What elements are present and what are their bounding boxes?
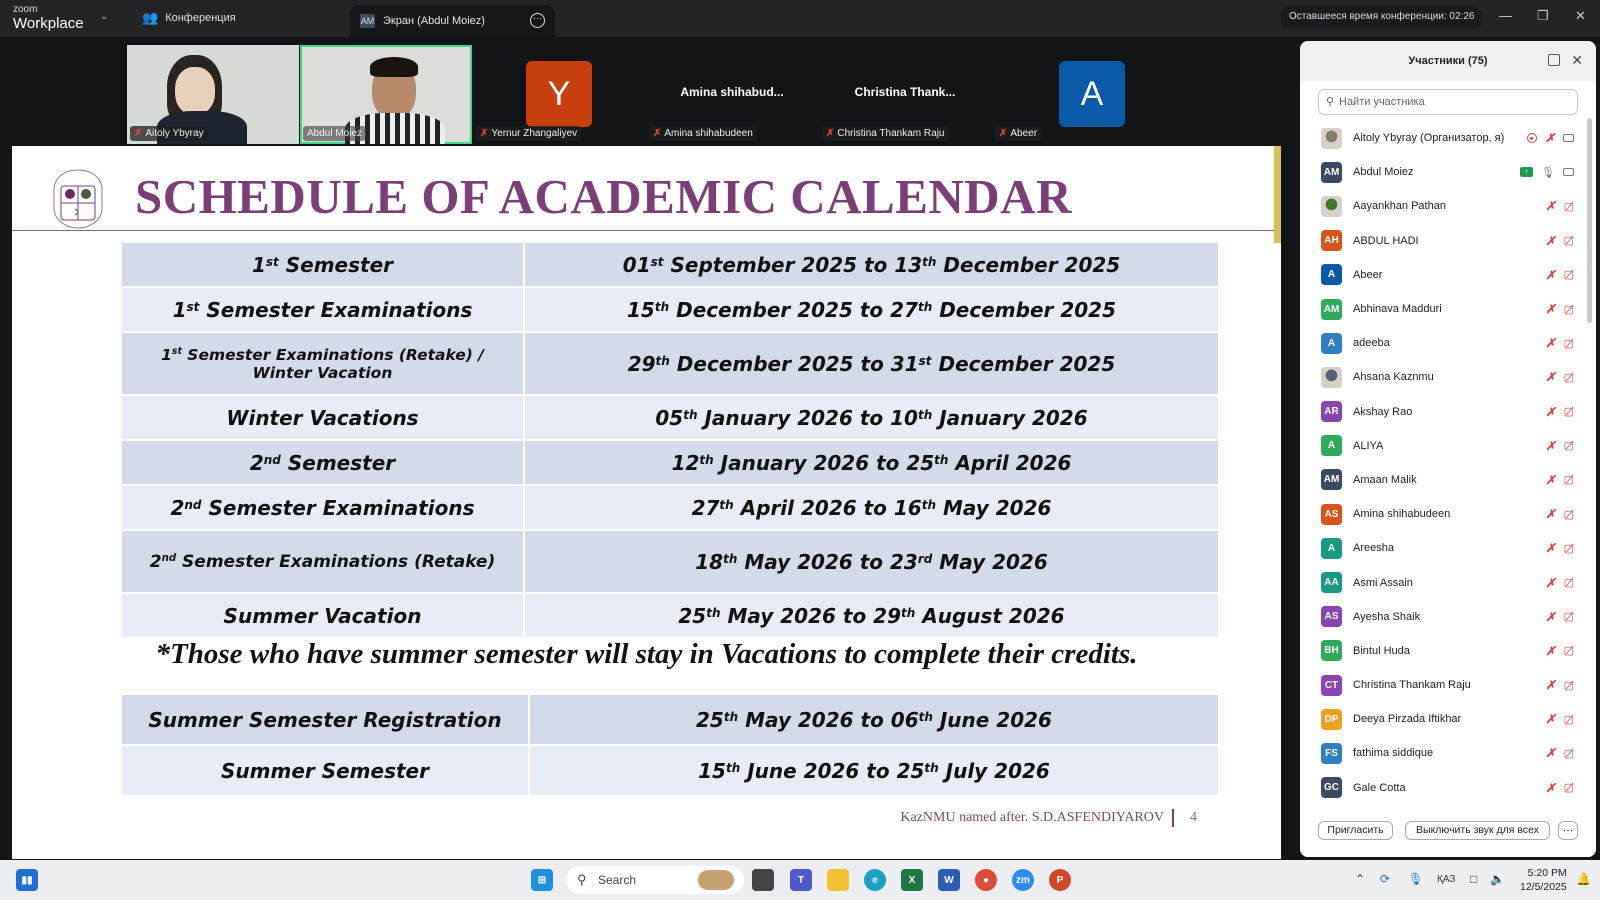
slide-accent-bar	[1274, 146, 1281, 243]
participant-list	[1300, 121, 1596, 805]
participant-status-icons	[1546, 199, 1574, 213]
participant-avatar: GC	[1321, 777, 1342, 798]
participant-row[interactable]	[1300, 224, 1596, 258]
keyboard-language[interactable]: ҚАЗ	[1437, 874, 1456, 885]
participant-avatar: AM	[1321, 162, 1342, 183]
participant-name: Abdul Moiez	[1353, 166, 1414, 179]
tab-screen-share[interactable]	[350, 5, 555, 37]
mic-muted-icon[interactable]: ✗	[1545, 302, 1556, 317]
participant-avatar: AA	[1321, 572, 1342, 593]
participant-status-icons	[1546, 541, 1574, 555]
participant-status-icons	[1546, 576, 1574, 590]
participant-status-icons	[1546, 370, 1574, 384]
volume-icon[interactable]: 🔈	[1490, 872, 1505, 886]
participant-avatar: AM	[1321, 469, 1342, 490]
participant-avatar: A	[1321, 264, 1342, 285]
participant-status-icons	[1546, 473, 1574, 487]
mic-muted-icon[interactable]: ✗	[1544, 131, 1555, 146]
participant-row[interactable]	[1300, 497, 1596, 531]
tile-name: Abeer	[1010, 128, 1038, 139]
search-icon: ⚲	[577, 872, 587, 887]
tab-meeting-label: Конференция	[165, 12, 236, 24]
participants-header	[1300, 41, 1596, 81]
mic-muted-icon[interactable]: ✗	[1545, 746, 1556, 761]
schedule-event: Summer Semester	[122, 746, 530, 797]
schedule-dates: 12th January 2026 to 25th April 2026	[525, 441, 1218, 486]
schedule-dates: 29th December 2025 to 31st December 2025	[525, 333, 1218, 396]
mic-muted-icon[interactable]: ✗	[1545, 780, 1556, 795]
brand-small: zoom	[13, 4, 38, 15]
camera-off-icon[interactable]: ▢̸	[1563, 200, 1574, 213]
search-highlight-icon	[698, 870, 734, 890]
participant-row[interactable]	[1300, 668, 1596, 702]
camera-off-icon[interactable]: ▢̸	[1563, 371, 1574, 384]
schedule-row	[122, 594, 1218, 639]
participant-status-icons	[1546, 781, 1574, 795]
avatar: Y	[526, 61, 592, 127]
participant-name: Areesha	[1353, 542, 1394, 555]
participant-avatar: AH	[1321, 230, 1342, 251]
slide-title: SCHEDULE OF ACADEMIC CALENDAR	[135, 169, 1072, 224]
minimize-icon[interactable]: —	[1499, 8, 1512, 23]
participant-status-icons	[1546, 268, 1574, 282]
tile-name-tag	[822, 126, 948, 141]
brand-big: Workplace	[13, 15, 84, 32]
participant-row[interactable]	[1300, 565, 1596, 599]
avatar-tile[interactable]	[473, 45, 645, 144]
participants-panel	[1300, 41, 1596, 857]
participant-avatar: AS	[1321, 606, 1342, 627]
participant-avatar: AR	[1321, 401, 1342, 422]
camera-off-icon[interactable]: ▢̸	[1563, 303, 1574, 316]
participant-row[interactable]	[1300, 463, 1596, 497]
schedule-row	[122, 441, 1218, 486]
participant-search-input[interactable]	[1318, 89, 1578, 115]
participant-name: Christina Thankam Raju	[1353, 679, 1471, 692]
footer-text: KazNMU named after. S.D.ASFENDIYAROV	[900, 810, 1164, 825]
participant-row[interactable]	[1300, 531, 1596, 565]
participant-hair	[370, 57, 418, 77]
camera-off-icon[interactable]: ▢̸	[1563, 782, 1574, 795]
participant-row[interactable]	[1300, 600, 1596, 634]
participant-row[interactable]	[1300, 702, 1596, 736]
zoom-logo[interactable]	[13, 5, 84, 31]
clock[interactable]	[1520, 866, 1567, 894]
participant-status-icons	[1546, 746, 1574, 760]
mic-muted-icon[interactable]: ✗	[1545, 507, 1556, 522]
participant-row[interactable]	[1300, 258, 1596, 292]
shared-slide	[12, 146, 1281, 859]
mic-muted-icon: ✗	[480, 128, 489, 139]
chevron-up-icon[interactable]: ⌃	[1355, 872, 1366, 886]
tile-name: Abdul Moiez	[307, 128, 363, 139]
participant-name: Abeer	[1353, 268, 1383, 281]
schedule-event: Summer Vacation	[122, 594, 525, 639]
camera-off-icon[interactable]: ▢̸	[1563, 713, 1574, 726]
camera-off-icon[interactable]: ▢̸	[1563, 577, 1574, 590]
camera-off-icon[interactable]: ▢̸	[1563, 747, 1574, 760]
participant-name: Abhinava Madduri	[1353, 303, 1442, 316]
participant-status-icons	[1546, 302, 1574, 316]
participant-name: Ahsana Kaznmu	[1353, 371, 1434, 384]
camera-off-icon[interactable]: ▢̸	[1563, 542, 1574, 555]
participant-avatar: AM	[1321, 299, 1342, 320]
sync-icon[interactable]: ⟳	[1380, 872, 1391, 886]
video-tile-active-speaker[interactable]	[300, 45, 472, 144]
schedule-event: 1st Semester Examinations (Retake) / Winter Vacation	[122, 333, 525, 396]
participant-row[interactable]	[1300, 736, 1596, 770]
avatar: A	[1059, 61, 1125, 127]
tile-name-tag	[476, 126, 581, 141]
search-placeholder: Найти участника	[1339, 96, 1425, 108]
participant-name: Ayesha Shaik	[1353, 610, 1421, 623]
title-bar	[0, 0, 1600, 37]
mute-all-button[interactable]: Выключить звук для всех	[1405, 821, 1550, 840]
participant-status-icons	[1546, 678, 1574, 692]
mic-muted-icon[interactable]: ✗	[1545, 336, 1556, 351]
participant-row[interactable]	[1300, 395, 1596, 429]
tile-display-name: Christina Thank...	[854, 85, 956, 99]
schedule-table	[122, 243, 1218, 639]
camera-off-icon[interactable]: ▢̸	[1563, 474, 1574, 487]
microphone-icon[interactable]: 🎙	[1408, 872, 1424, 886]
windows-taskbar	[0, 860, 1600, 900]
tile-name-tag	[995, 126, 1041, 141]
close-icon[interactable]: ✕	[1571, 52, 1583, 68]
restore-icon[interactable]: ❐	[1537, 8, 1549, 23]
participant-status-icons	[1546, 439, 1574, 453]
participant-avatar	[1321, 128, 1342, 149]
word-icon[interactable]: W	[938, 869, 960, 891]
mic-muted-icon[interactable]: ✗	[1545, 643, 1556, 658]
invite-button[interactable]: Пригласить	[1318, 821, 1393, 840]
schedule-event: Winter Vacations	[122, 396, 525, 441]
participant-avatar: FS	[1321, 743, 1342, 764]
participant-row[interactable]	[1300, 189, 1596, 223]
tab-screen-share-label: Экран (Abdul Moiez)	[383, 15, 485, 27]
summer-note: *Those who have summer semester will stay in Vacations to complete their credits.	[155, 638, 1138, 670]
taskbar-search[interactable]	[566, 866, 744, 894]
schedule-event: 2nd Semester Examinations	[122, 486, 525, 531]
camera-off-icon[interactable]: ▢̸	[1563, 679, 1574, 692]
participant-status-icons	[1527, 131, 1574, 145]
participant-name: ALIYA	[1353, 439, 1384, 452]
participant-name: Akshay Rao	[1353, 405, 1413, 418]
participant-status-icons	[1546, 234, 1574, 248]
participant-status-icons	[1546, 712, 1574, 726]
schedule-event: 1st Semester	[122, 243, 525, 288]
taskbar-search-placeholder: Search	[598, 873, 637, 887]
mic-muted-icon[interactable]: ✗	[1545, 678, 1556, 693]
tile-display-name: Amina shihabud...	[680, 85, 784, 99]
mic-muted-icon[interactable]: ✗	[1545, 370, 1556, 385]
name-tile[interactable]	[646, 45, 818, 144]
video-tile[interactable]	[127, 45, 299, 144]
schedule-row	[122, 396, 1218, 441]
camera-off-icon[interactable]: ▢̸	[1563, 269, 1574, 282]
participant-name: adeeba	[1353, 337, 1390, 350]
schedule-dates: 18th May 2026 to 23rd May 2026	[525, 531, 1218, 594]
schedule-row	[122, 333, 1218, 396]
participant-name: Aitoly Ybyray (Организатор, я)	[1353, 132, 1505, 145]
close-icon[interactable]: ✕	[1575, 8, 1586, 23]
more-icon[interactable]: ···	[530, 13, 545, 28]
camera-off-icon[interactable]: ▢̸	[1563, 611, 1574, 624]
mic-muted-icon[interactable]: ✗	[1545, 575, 1556, 590]
schedule-dates: 01st September 2025 to 13th December 2025	[525, 243, 1218, 288]
mic-muted-icon[interactable]: ✗	[1545, 712, 1556, 727]
schedule-dates: 05th January 2026 to 10th January 2026	[525, 396, 1218, 441]
schedule-row	[122, 288, 1218, 333]
schedule-row	[122, 243, 1218, 288]
participant-avatar: A	[1321, 538, 1342, 559]
university-crest-logo	[52, 168, 104, 230]
schedule-dates: 27th April 2026 to 16th May 2026	[525, 486, 1218, 531]
people-icon: 👥	[142, 10, 159, 25]
participant-name: Bintul Huda	[1353, 644, 1410, 657]
tab-meeting[interactable]	[142, 10, 236, 26]
participant-avatar: DP	[1321, 709, 1342, 730]
summer-schedule-table	[122, 695, 1218, 797]
clock-time: 5:20 PM	[1527, 867, 1567, 879]
participant-avatar: BH	[1321, 640, 1342, 661]
participant-status-icons	[1520, 166, 1574, 179]
schedule-dates: 25th May 2026 to 29th August 2026	[525, 594, 1218, 639]
participant-row[interactable]	[1300, 634, 1596, 668]
participant-name: Gale Cotta	[1353, 781, 1406, 794]
participant-status-icons	[1546, 610, 1574, 624]
time-remaining: Оставшееся время конференции: 02:26	[1281, 6, 1482, 28]
participant-name: fathima siddique	[1353, 747, 1434, 760]
mic-muted-icon[interactable]: ✗	[1545, 472, 1556, 487]
camera-off-icon[interactable]: ▢̸	[1563, 406, 1574, 419]
participant-row[interactable]	[1300, 155, 1596, 189]
avatar: AM	[360, 16, 375, 26]
camera-off-icon[interactable]: ▢̸	[1563, 645, 1574, 658]
participant-row[interactable]	[1300, 292, 1596, 326]
schedule-event: 1st Semester Examinations	[122, 288, 525, 333]
title-underline	[12, 230, 1274, 231]
schedule-dates: 25th May 2026 to 06th June 2026	[530, 695, 1218, 746]
mic-muted-icon: ✗	[999, 128, 1008, 139]
mic-muted-icon: ✗	[134, 128, 143, 139]
slide-footer	[900, 809, 1197, 827]
tile-name-tag	[130, 126, 208, 141]
participant-status-icons	[1546, 507, 1574, 521]
notifications-icon[interactable]: 🔔	[1576, 872, 1591, 886]
mic-muted-icon: ✗	[826, 128, 835, 139]
clock-date: 12/5/2025	[1520, 881, 1567, 893]
chevron-down-icon[interactable]: ⌄	[100, 11, 109, 22]
camera-off-icon[interactable]: ▢̸	[1563, 508, 1574, 521]
tile-name: Aitoly Ybyray	[145, 128, 204, 139]
mic-muted-icon[interactable]: ✗	[1545, 438, 1556, 453]
powerpoint-icon[interactable]: P	[1049, 869, 1071, 891]
participant-row[interactable]	[1300, 121, 1596, 155]
schedule-row	[122, 486, 1218, 531]
start-icon[interactable]: ⊞	[531, 869, 553, 891]
schedule-row	[122, 695, 1218, 746]
tile-name-tag	[649, 126, 757, 141]
participant-avatar: A	[1321, 333, 1342, 354]
file-explorer-icon[interactable]	[827, 869, 849, 891]
participant-name: Amina shihabudeen	[1353, 508, 1451, 521]
avatar-tile[interactable]	[992, 45, 1164, 144]
participants-footer	[1300, 799, 1596, 857]
participant-name: Deeya Pirzada Iftikhar	[1353, 713, 1462, 726]
edge-icon[interactable]: e	[864, 869, 886, 891]
schedule-dates: 15th December 2025 to 27th December 2025	[525, 288, 1218, 333]
camera-off-icon[interactable]: ▢̸	[1563, 235, 1574, 248]
schedule-event: 2nd Semester Examinations (Retake)	[122, 531, 525, 594]
mic-muted-icon: ✗	[653, 128, 662, 139]
participant-face	[175, 67, 215, 115]
mic-icon[interactable]: 🎙	[1541, 166, 1555, 179]
camera-off-icon[interactable]: ▢̸	[1563, 440, 1574, 453]
widgets-icon[interactable]: ▮▮	[16, 869, 38, 891]
schedule-event: 2nd Semester	[122, 441, 525, 486]
excel-icon[interactable]: X	[901, 869, 923, 891]
participant-status-icons	[1546, 644, 1574, 658]
more-button[interactable]: ···	[1558, 821, 1578, 840]
mic-muted-icon[interactable]: ✗	[1545, 404, 1556, 419]
footer-divider	[1172, 809, 1174, 827]
mic-muted-icon[interactable]: ✗	[1545, 541, 1556, 556]
participant-avatar: CT	[1321, 675, 1342, 696]
schedule-dates: 15th June 2026 to 25th July 2026	[530, 746, 1218, 797]
participant-status-icons	[1546, 336, 1574, 350]
schedule-event: Summer Semester Registration	[122, 695, 530, 746]
camera-icon[interactable]	[1563, 168, 1574, 176]
participant-name: Aayankhan Pathan	[1353, 200, 1446, 213]
scrollbar[interactable]	[1587, 118, 1592, 323]
participant-row[interactable]	[1300, 360, 1596, 394]
mic-muted-icon[interactable]: ✗	[1545, 267, 1556, 282]
name-tile[interactable]	[819, 45, 991, 144]
teams-icon[interactable]: T	[790, 869, 812, 891]
participant-name: Asmi Assain	[1353, 576, 1413, 589]
screen-share-icon: ↑	[1520, 167, 1533, 177]
mic-muted-icon[interactable]: ✗	[1545, 233, 1556, 248]
camera-icon[interactable]	[1563, 134, 1574, 142]
tile-name: Yernur Zhangaliyev	[491, 128, 578, 139]
participants-title: Участники (75)	[1408, 55, 1488, 67]
search-icon: ⚲	[1326, 96, 1335, 108]
recording-icon	[1527, 133, 1537, 143]
participant-name: Amaan Malik	[1353, 473, 1417, 486]
task-view-icon[interactable]	[752, 869, 774, 891]
schedule-row	[122, 746, 1218, 797]
mic-muted-icon[interactable]: ✗	[1545, 199, 1556, 214]
zoom-icon[interactable]: zm	[1012, 869, 1034, 891]
network-icon[interactable]: □	[1470, 872, 1478, 886]
participant-row[interactable]	[1300, 326, 1596, 360]
tile-name: Amina shihabudeen	[664, 128, 753, 139]
participant-name: ABDUL HADI	[1353, 234, 1419, 247]
participant-avatar: AS	[1321, 504, 1342, 525]
camera-off-icon[interactable]: ▢̸	[1563, 337, 1574, 350]
pop-out-icon[interactable]	[1548, 54, 1560, 66]
mic-muted-icon[interactable]: ✗	[1545, 609, 1556, 624]
page-number: 4	[1190, 810, 1197, 825]
participant-avatar	[1321, 196, 1342, 217]
participant-avatar: A	[1321, 435, 1342, 456]
participant-status-icons	[1546, 405, 1574, 419]
participant-row[interactable]	[1300, 429, 1596, 463]
chrome-icon[interactable]: ●	[975, 869, 997, 891]
schedule-row	[122, 531, 1218, 594]
tile-name: Christina Thankam Raju	[837, 128, 945, 139]
participant-avatar	[1321, 367, 1342, 388]
tile-name-tag	[303, 126, 366, 141]
